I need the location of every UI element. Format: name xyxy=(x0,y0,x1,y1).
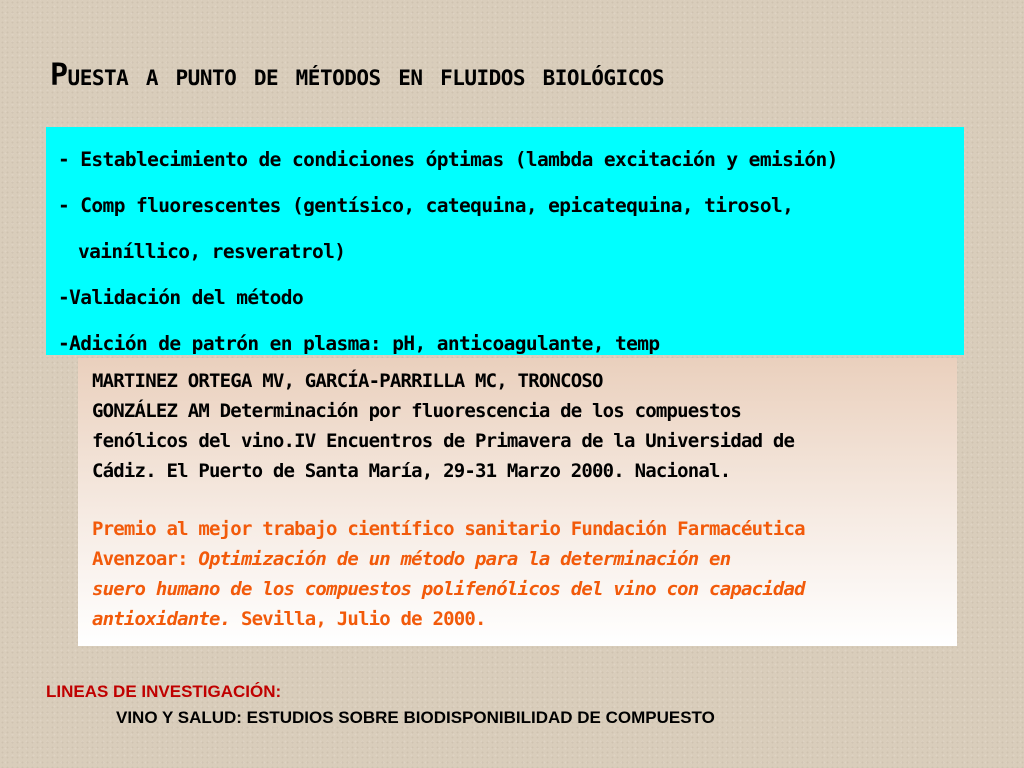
slide-title: Puesta a punto de métodos en fluidos biológicos xyxy=(50,58,665,93)
award-work-title: Optimización de un método para la determinación en xyxy=(198,548,731,570)
reference-line: GONZÁLEZ AM Determinación por fluorescencia de los compuestos xyxy=(92,400,741,422)
reference-line: fenólicos del vino.IV Encuentros de Primavera de la Universidad de xyxy=(92,430,795,452)
award-place-date: Sevilla, Julio de 2000. xyxy=(230,608,486,630)
method-item-fluorescent-compounds: - Comp fluorescentes (gentísico, catequina, epicatequina, tirosol, xyxy=(58,194,794,217)
references-box xyxy=(78,358,957,646)
research-lines-heading: LINEAS DE INVESTIGACIÓN: xyxy=(46,682,282,701)
reference-line: MARTINEZ ORTEGA MV, GARCÍA-PARRILLA MC, TRONCOSO xyxy=(92,370,603,392)
method-item-fluorescent-compounds-cont: vainíllico, resveratrol) xyxy=(78,240,346,263)
methods-box xyxy=(46,127,964,355)
award-block xyxy=(92,514,937,634)
award-line xyxy=(92,604,937,634)
award-work-title: suero humano de los compuestos polifenólicos del vino con capacidad xyxy=(92,578,805,600)
method-item-validation: -Validación del método xyxy=(58,286,304,309)
award-line: Premio al mejor trabajo científico sanitario Fundación Farmacéutica xyxy=(92,518,805,540)
award-organization: Avenzoar: xyxy=(92,548,199,570)
method-item-conditions: - Establecimiento de condiciones óptimas (lambda excitación y emisión) xyxy=(58,148,838,171)
award-line xyxy=(92,574,937,604)
research-lines-subheading: VINO Y SALUD: ESTUDIOS SOBRE BIODISPONIBILIDAD DE COMPUESTO xyxy=(116,708,715,727)
method-item-plasma-addition: -Adición de patrón en plasma: pH, anticoagulante, temp xyxy=(58,332,660,355)
award-work-title: antioxidante. xyxy=(92,608,231,630)
reference-line: Cádiz. El Puerto de Santa María, 29-31 Marzo 2000. Nacional. xyxy=(92,460,731,482)
award-line xyxy=(92,544,937,574)
